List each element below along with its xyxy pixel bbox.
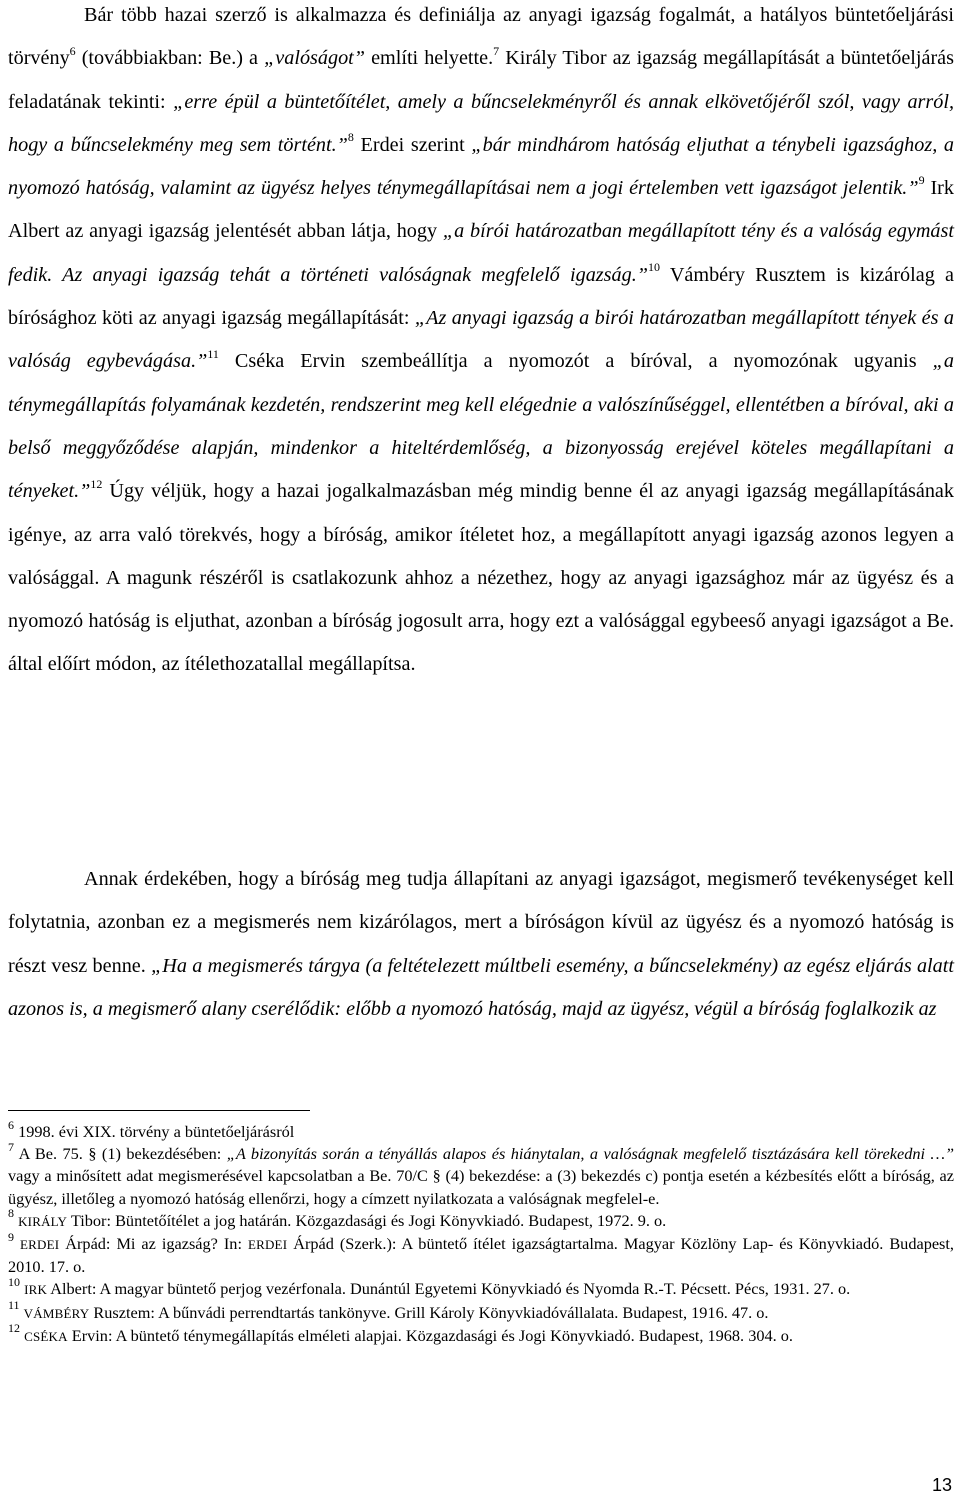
author-name: ERDEI [247, 1237, 288, 1253]
footnote-text: Rusztem: A bűnvádi perrendtartás tankönyve. Grill Károly Könyvkiadóvállalata. Budapest, 1916. 47. o. [89, 1302, 769, 1322]
text-run: Vámbéry Rusztem is kizárólag a bírósághoz köti az anyagi igazság megállapítását: [8, 263, 954, 330]
quote: „a ténymegállapítás folyamának kezdetén, rendszerint meg kell elégednie a valószínűséggel, ellentétben a bíróval, aki a belső meggyőződése alapján, mindenkor a hiteltérdemlőség, a bizonyosság erejével köteles megállapítani a tényeket.” [8, 350, 954, 503]
page-number: 13 [931, 1475, 952, 1495]
footnote-number: 7 [8, 1139, 14, 1154]
footnote-ref-9[interactable]: 9 [918, 173, 925, 188]
footnote-ref-10[interactable]: 10 [647, 260, 660, 275]
footnote-9 [8, 1229, 954, 1278]
text-run: Úgy véljük, hogy a hazai jogalkalmazásban még mindig benne él az anyagi igazság megállapításának igénye, az arra való törekvés, hogy a bíróság, amikor ítéletet hoz, a megállapított anyagi igazság azonos legyen a valósággal. A magunk részéről is csatlakozunk ahhoz a nézethez, hogy az anyagi igazsághoz már az ügyész és a nyomozó hatóság is eljuthat, azonban a bíróság jogosult arra, hogy ezt a valósággal egybeeső anyagi igazságot a Be. által előírt módon, az ítélethozatallal megállapítsa. [8, 480, 954, 676]
footnote-text: 1998. évi XIX. törvény a büntetőeljárásról [14, 1122, 295, 1141]
author-name: ERDEI [19, 1237, 60, 1253]
footnote-12 [8, 1321, 954, 1348]
quote: „erre épül a büntetőítélet, amely a bűncselekményről és annak elkövetőjéről szól, vagy arról, hogy a bűncselekmény meg sem történt.” [8, 90, 954, 156]
body-paragraph-2 [8, 858, 954, 1031]
footnote-6 [8, 1117, 954, 1143]
footnote-11 [8, 1298, 954, 1325]
quote: „bár mindhárom hatóság eljuthat a ténybeli igazsághoz, a nyomozó hatóság, valamint az ügyész helyes ténymegállapításai nem a jogi értelemben vett igazságot jelentik.” [8, 133, 955, 200]
text-run: Bár több hazai szerző is alkalmazza és definiálja az anyagi igazság fogalmát, a hatályos büntetőeljárási törvény [8, 4, 954, 70]
footnote-10 [8, 1275, 954, 1301]
footnote-number: 11 [8, 1298, 20, 1313]
footnote-ref-7[interactable]: 7 [493, 43, 500, 58]
footnote-quote: „A bizonyítás során a tényállás alapos és hiánytalan, a valóságnak megfelelő tisztázására kell törekedni …” [226, 1144, 954, 1164]
footnote-text: Albert: A magyar büntető perjog vezérfonala. Dunántúl Egyetemi Könyvkiadó és Nyomda R.-T. Pécsett. Pécs, 1931. 27. o. [47, 1279, 851, 1299]
author-name: KIRÁLY [18, 1213, 68, 1229]
footnote-number: 8 [8, 1206, 14, 1221]
body-paragraph-1 [8, 0, 954, 687]
footnote-separator [8, 1110, 310, 1111]
text-run: Cséka Ervin szembeállítja a nyomozót a bíróval, a nyomozónak ugyanis [218, 350, 933, 373]
author-name: CSÉKA [24, 1328, 68, 1344]
footnote-8 [8, 1206, 954, 1233]
footnote-ref-6[interactable]: 6 [69, 43, 76, 58]
quote: „Az anyagi igazság a birói határozatban megállapított tények és a valóság egybevágása.” [8, 307, 954, 373]
footnote-ref-8[interactable]: 8 [347, 130, 354, 145]
quote: „valóságot” [264, 47, 366, 70]
footnote-text: Tibor: Büntetőítélet a jog határán. Közgazdasági és Jogi Könyvkiadó. Budapest, 1972. 9. o. [67, 1210, 667, 1230]
text-run: Irk Albert az anyagi igazság jelentését abban látja, hogy [8, 177, 955, 243]
footnote-text: Árpád (Szerk.): A büntető ítélet igazságtartalma. Magyar Közlöny Lap- és Könyvkiadó. Budapest, 2010. 17. o. [8, 1234, 954, 1277]
footnote-text: Ervin: A büntető ténymegállapítás elméleti alapjai. Közgazdasági és Jogi Könyvkiadó. Budapest, 1968. 304. o. [67, 1325, 793, 1345]
text-run: Király Tibor az igazság megállapítását a büntetőeljárás feladatának tekinti: [8, 47, 954, 113]
footnote-ref-11[interactable]: 11 [207, 346, 219, 361]
footnote-number: 6 [8, 1117, 14, 1132]
footnotes [8, 1117, 954, 1348]
footnote-text: Árpád: Mi az igazság? In: [59, 1234, 248, 1254]
footnote-text: vagy a minősített adat megismerésével kapcsolatban a Be. 70/C § (4) bekezdése: a (3) bekezdés c) pontja esetén a kézbesítés előtt a bíróság, az ügyész, illetőleg a nyomozó hatóság ellenőrzi, hogy a címzett nyilatkozata a valóságnak megfelel-e. [8, 1166, 954, 1208]
footnote-text: A Be. 75. § (1) bekezdésében: [14, 1144, 227, 1164]
footnote-7 [8, 1139, 954, 1210]
text-run: Erdei szerint [353, 133, 472, 156]
quote: „Ha a megismerés tárgya (a feltételezett múltbeli esemény, a bűncselekmény) az egész eljárás alatt azonos is, a megismerő alany cserélődik: előbb a nyomozó hatóság, majd az ügyész, végül a bíróság foglalkozik az [8, 954, 954, 1020]
quote: „a bírói határozatban megállapított tény és a valóság egymást fedik. Az anyagi igazság tehát a történeti valóságnak megfelelő igazság.” [8, 220, 954, 286]
footnote-number: 12 [8, 1321, 20, 1336]
text-run: Annak érdekében, hogy a bíróság meg tudja állapítani az anyagi igazságot, megismerő tevékenységet kell folytatnia, azonban ez a megismerés nem kizárólagos, mert a bíróságon kívül az ügyész és a nyomozó hatóság is részt vesz benne. [8, 868, 954, 977]
author-name: IRK [24, 1282, 48, 1298]
author-name: VÁMBÉRY [23, 1305, 90, 1321]
footnote-number: 10 [8, 1275, 20, 1289]
footnote-number: 9 [8, 1229, 14, 1244]
text-run: (továbbiakban: Be.) a [75, 47, 265, 70]
footnote-ref-12[interactable]: 12 [90, 476, 103, 491]
text-run: említi helyette. [365, 47, 494, 70]
